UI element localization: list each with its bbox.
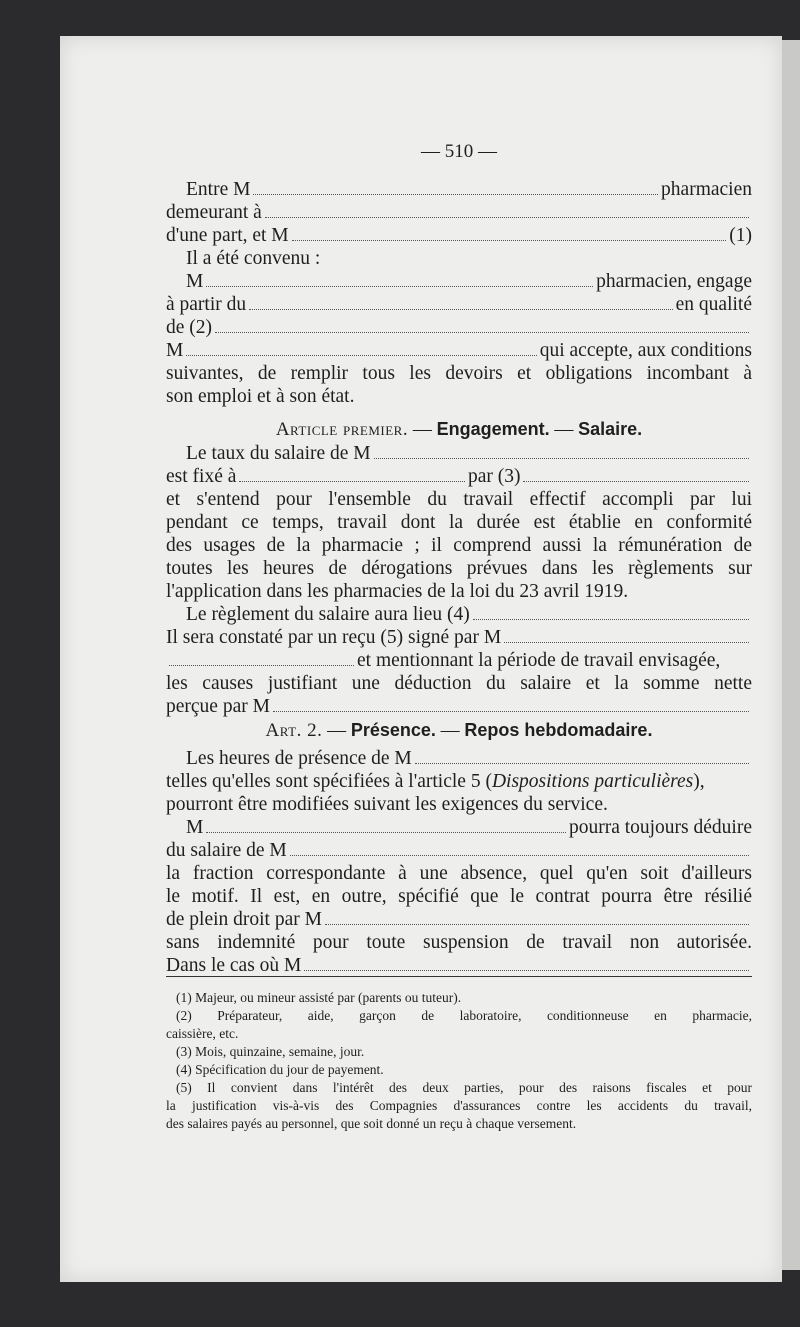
footnote-2-cont: caissière, etc. xyxy=(166,1026,239,1041)
contract-line-fixe xyxy=(166,465,752,489)
contract-line: l'application dans les pharmacies de la loi du 23 avril 1919. xyxy=(166,581,629,602)
contract-line-heures xyxy=(166,747,752,771)
line-text: (1) xyxy=(729,225,752,246)
contract-line-demeurant xyxy=(166,201,752,225)
contract-line: pendant ce temps, travail dont la durée est établie en conformité xyxy=(166,512,752,533)
footnote-4: (4) Spécification du jour de payement. xyxy=(176,1062,384,1077)
contract-line-plein-droit xyxy=(166,908,752,932)
contract-line: sans indemnité pour toute suspension de travail non autorisée. xyxy=(166,932,752,953)
contract-line-deduire xyxy=(166,816,752,840)
line-text: d'une part, et M xyxy=(166,225,289,246)
contract-line-salaire xyxy=(166,839,752,863)
contract-line: suivantes, de remplir tous les devoirs et obligations incombant à xyxy=(166,363,752,384)
footnote-5: (5) Il convient dans l'intérêt des deux parties, pour des raisons fiscales et pour xyxy=(176,1080,752,1095)
blank-field xyxy=(304,954,749,971)
article-label: Article premier. xyxy=(275,419,409,440)
line-text: pharmacien, engage xyxy=(596,271,752,292)
blank-field xyxy=(206,270,593,287)
line-text: Le règlement du salaire aura lieu (4) xyxy=(186,604,470,625)
contract-line-part xyxy=(166,224,752,248)
footnote-3: (3) Mois, quinzaine, semaine, jour. xyxy=(176,1044,365,1059)
heading-title: Repos hebdomadaire. xyxy=(464,720,653,740)
line-text: Il sera constaté par un reçu (5) signé par M xyxy=(166,627,502,648)
blank-field xyxy=(249,293,673,310)
line-text: de (2) xyxy=(166,317,213,338)
heading-title: Salaire. xyxy=(578,419,643,439)
line-text: du salaire de M xyxy=(166,840,287,861)
blank-field xyxy=(325,908,749,925)
footnote-2: (2) Préparateur, aide, garçon de laboratoire, conditionneuse en pharmacie, xyxy=(176,1008,752,1023)
blank-field xyxy=(186,339,536,356)
contract-line-partir xyxy=(166,293,752,317)
contract-line: des usages de la pharmacie ; il comprend aussi la rémunération de xyxy=(166,535,752,556)
contract-line: le motif. Il est, en outre, spécifié que le contrat pourra être résilié xyxy=(166,886,752,907)
line-text: Entre M xyxy=(186,179,251,200)
line-text: ), xyxy=(693,771,705,792)
blank-field xyxy=(473,603,749,620)
contract-line: son emploi et à son état. xyxy=(166,386,355,407)
blank-field xyxy=(253,178,658,195)
footnote-5-cont: la justification vis-à-vis des Compagnies d'assurances contre les accidents du travail, xyxy=(166,1098,752,1113)
line-text: pharmacien xyxy=(661,179,752,200)
line-text: Le taux du salaire de M xyxy=(186,443,371,464)
page-number: — 510 — xyxy=(421,141,497,162)
page-text xyxy=(166,0,752,1327)
line-text: perçue par M xyxy=(166,696,270,717)
contract-line-qualite xyxy=(166,316,752,340)
blank-field xyxy=(265,201,749,218)
line-text: de plein droit par M xyxy=(166,909,322,930)
contract-line-percue xyxy=(166,695,752,719)
contract-line-mentionnant xyxy=(166,649,752,673)
blank-field xyxy=(290,839,749,856)
footnote-5-cont: des salaires payés au personnel, que soit donné un reçu à chaque versement. xyxy=(166,1116,577,1131)
blank-field xyxy=(292,224,727,241)
contract-line-convenu: Il a été convenu : xyxy=(186,248,321,269)
line-text: par (3) xyxy=(467,466,521,487)
blank-field xyxy=(169,649,354,666)
contract-line: pourront être modifiées suivant les exigences du service. xyxy=(166,794,608,815)
contract-line: les causes justifiant une déduction du salaire et la somme nette xyxy=(166,673,752,694)
blank-field xyxy=(215,316,749,333)
contract-line: la fraction correspondante à une absence, quel qu'en soit d'ailleurs xyxy=(166,863,752,884)
blank-field xyxy=(206,816,566,833)
footnote-divider xyxy=(166,976,752,977)
footnote-1: (1) Majeur, ou mineur assisté par (parents ou tuteur). xyxy=(176,990,462,1005)
line-text: en qualité xyxy=(675,294,752,315)
blank-field xyxy=(273,695,749,712)
italic-text: Dispositions particulières xyxy=(491,771,694,792)
line-text: telles qu'elles sont spécifiées à l'article 5 ( xyxy=(166,771,492,792)
dash: — xyxy=(549,419,579,440)
contract-line-cas xyxy=(166,954,752,978)
page-edge xyxy=(782,40,800,1270)
blank-field xyxy=(239,465,465,482)
dash: — xyxy=(322,720,351,741)
article-label: Art. 2. xyxy=(265,720,323,741)
contract-line-reglement xyxy=(166,603,752,627)
blank-field xyxy=(504,626,749,643)
dash: — xyxy=(435,720,465,741)
contract-line-constate xyxy=(166,626,752,650)
blank-field xyxy=(523,465,749,482)
heading-title: Engagement. xyxy=(436,419,550,439)
article-1-heading xyxy=(166,416,752,442)
line-text: à partir du xyxy=(166,294,247,315)
contract-line: et s'entend pour l'ensemble du travail effectif accompli par lui xyxy=(166,489,752,510)
blank-field xyxy=(415,747,749,764)
line-text: demeurant à xyxy=(166,202,262,223)
article-2-heading xyxy=(166,717,752,743)
line-text: pourra toujours déduire xyxy=(568,817,752,838)
line-text: Dans le cas où M xyxy=(166,955,302,976)
line-text: est fixé à xyxy=(166,466,237,487)
contract-line-engage xyxy=(166,270,752,294)
line-text: qui accepte, aux conditions xyxy=(539,340,752,361)
line-text: et mentionnant la période de travail envisagée, xyxy=(357,650,721,671)
contract-line-taux xyxy=(166,442,752,466)
dash: — xyxy=(408,419,437,440)
line-text: M xyxy=(186,817,204,838)
contract-line-entre xyxy=(166,178,752,202)
heading-title: Présence. xyxy=(350,720,436,740)
contract-line-article5 xyxy=(166,770,752,794)
contract-line-accepte xyxy=(166,339,752,363)
contract-line: toutes les heures de dérogations prévues dans les règlements sur xyxy=(166,558,752,579)
line-text: Les heures de présence de M xyxy=(186,748,412,769)
line-text: M xyxy=(186,271,204,292)
line-text: M xyxy=(166,340,184,361)
blank-field xyxy=(374,442,749,459)
